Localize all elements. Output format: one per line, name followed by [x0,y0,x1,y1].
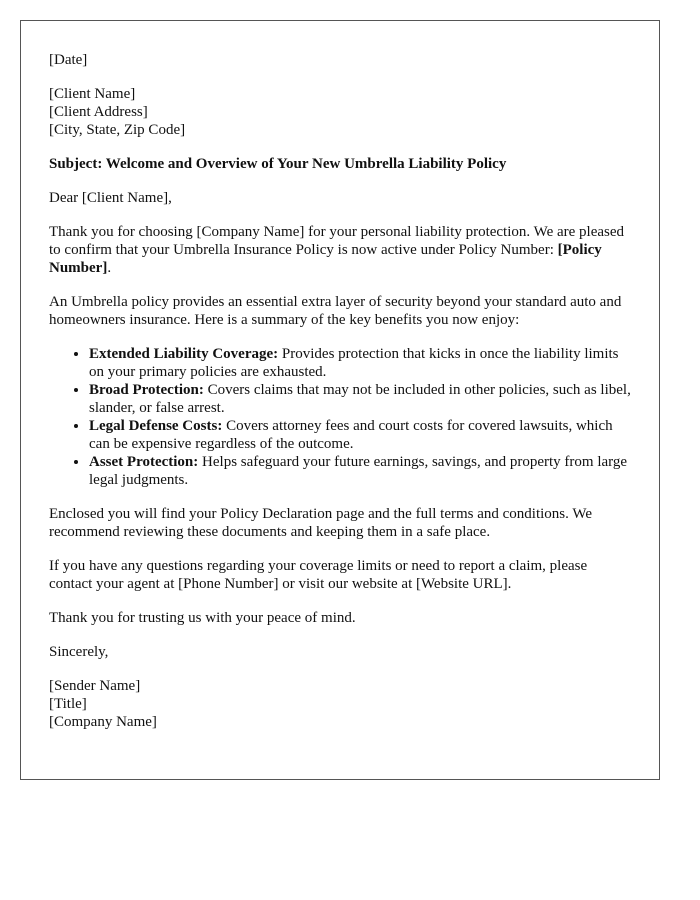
benefit-item [89,417,631,453]
recipient-city-state-zip: [City, State, Zip Code] [49,122,186,138]
paragraph-confirmation [49,223,631,277]
benefit-text: Covers attorney fees and court costs for covered lawsuits, which can be expensive regardless of the outcome. [89,418,613,452]
benefits-list [49,345,631,489]
sender-title: [Title] [49,696,87,712]
paragraph-confirmation-end: . [107,260,112,276]
benefit-title: Asset Protection: [89,454,199,470]
paragraph-enclosures: Enclosed you will find your Policy Declaration page and the full terms and conditions. We recommend reviewing these documents and keeping them in a safe place. [49,506,592,540]
benefit-text: Provides protection that kicks in once the liability limits on your primary policies are exhausted. [89,346,619,380]
recipient-name: [Client Name] [49,86,136,102]
benefit-item [89,381,631,417]
letter-page [20,20,660,780]
policy-number: [Policy Number] [49,242,602,276]
sender-company: [Company Name] [49,714,157,730]
recipient-address-block [49,85,631,139]
recipient-address: [Client Address] [49,104,148,120]
salutation: Dear [Client Name], [49,190,172,206]
paragraph-thanks: Thank you for trusting us with your peace of mind. [49,610,356,626]
sender-name: [Sender Name] [49,678,141,694]
benefit-item [89,345,631,381]
signature-block [49,677,631,731]
benefit-title: Legal Defense Costs: [89,418,223,434]
closing: Sincerely, [49,644,109,660]
subject-line: Subject: Welcome and Overview of Your New Umbrella Liability Policy [49,156,507,172]
paragraph-confirmation-text: Thank you for choosing [Company Name] for your personal liability protection. We are pleased to confirm that your Umbrella Insurance Policy is now active under Policy Number: [49,224,625,258]
date-text: [Date] [49,52,88,68]
paragraph-overview: An Umbrella policy provides an essential extra layer of security beyond your standard auto and homeowners insurance. Here is a summary of the key benefits you now enjoy: [49,294,622,328]
benefit-title: Broad Protection: [89,382,204,398]
date-line [49,51,631,69]
benefit-text: Covers claims that may not be included in other policies, such as libel, slander, or false arrest. [89,382,631,416]
benefit-text: Helps safeguard your future earnings, savings, and property from large legal judgments. [89,454,628,488]
benefit-title: Extended Liability Coverage: [89,346,279,362]
paragraph-contact: If you have any questions regarding your coverage limits or need to report a claim, please contact your agent at [Phone Number] or visit our website at [Website URL]. [49,558,588,592]
benefit-item [89,453,631,489]
